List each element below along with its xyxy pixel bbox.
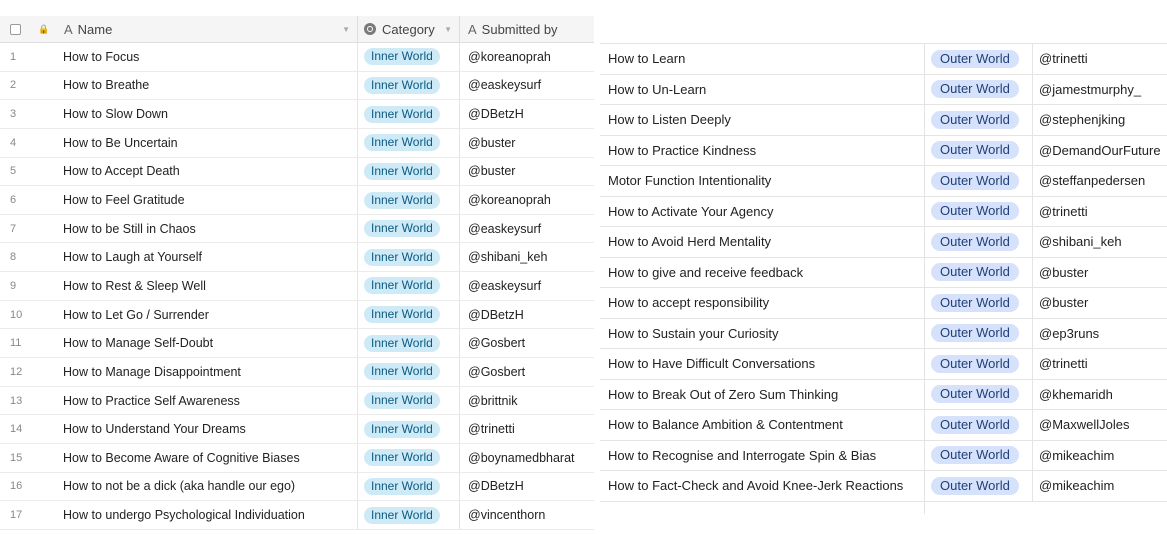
submitted-by-cell[interactable]: @easkeysurf bbox=[468, 278, 542, 293]
category-pill: Outer World bbox=[931, 172, 1019, 190]
submitted-by-cell[interactable]: @khemaridh bbox=[1039, 386, 1113, 402]
row-number: 9 bbox=[10, 279, 17, 292]
row-number: 10 bbox=[10, 308, 23, 321]
table-row[interactable] bbox=[0, 43, 594, 72]
category-cell[interactable] bbox=[925, 105, 1033, 135]
category-cell[interactable] bbox=[358, 129, 460, 157]
category-cell[interactable] bbox=[925, 471, 1033, 501]
submitted-by-cell[interactable]: @Gosbert bbox=[468, 336, 526, 351]
category-cell[interactable] bbox=[925, 319, 1033, 349]
table-header bbox=[0, 16, 594, 43]
submitted-by-cell[interactable]: @buster bbox=[468, 135, 516, 150]
submitted-by-cell[interactable]: @buster bbox=[1039, 264, 1089, 280]
category-cell[interactable] bbox=[925, 410, 1033, 440]
row-number: 14 bbox=[10, 423, 23, 436]
name-cell[interactable]: How to Sustain your Curiosity bbox=[600, 319, 925, 349]
category-pill: Inner World bbox=[364, 134, 440, 151]
table-row[interactable] bbox=[600, 105, 1167, 136]
table-row[interactable] bbox=[600, 471, 1167, 502]
name-cell[interactable]: How to Balance Ambition & Contentment bbox=[600, 410, 925, 440]
submitted-by-cell[interactable]: @buster bbox=[468, 164, 516, 179]
row-number: 8 bbox=[10, 251, 17, 264]
category-pill: Inner World bbox=[364, 163, 440, 180]
name-cell[interactable]: How to Rest & Sleep Well bbox=[58, 272, 358, 300]
category-cell[interactable] bbox=[358, 43, 460, 71]
category-pill: Inner World bbox=[364, 421, 440, 438]
row-number: 7 bbox=[10, 222, 17, 235]
name-cell[interactable]: How to Become Aware of Cognitive Biases bbox=[58, 444, 358, 472]
name-cell[interactable]: How to be Still in Chaos bbox=[58, 215, 358, 243]
row-number: 5 bbox=[10, 165, 17, 178]
category-pill: Outer World bbox=[931, 385, 1019, 403]
submitted-by-cell[interactable]: @trinetti bbox=[468, 422, 515, 437]
lock-icon: 🔒 bbox=[38, 23, 50, 34]
category-pill: Outer World bbox=[931, 477, 1019, 495]
row-number: 1 bbox=[10, 50, 17, 63]
table-row[interactable] bbox=[600, 288, 1167, 319]
category-cell[interactable] bbox=[925, 380, 1033, 410]
table-row[interactable] bbox=[0, 301, 594, 330]
table-row[interactable] bbox=[0, 72, 594, 101]
category-pill: Outer World bbox=[931, 324, 1019, 342]
submitted-by-cell[interactable]: @trinetti bbox=[1039, 203, 1088, 219]
column-header-label: Name bbox=[77, 21, 113, 37]
text-field-icon: A bbox=[64, 21, 73, 37]
table-row[interactable] bbox=[0, 415, 594, 444]
select-all-checkbox[interactable] bbox=[10, 24, 21, 35]
table-row[interactable] bbox=[0, 358, 594, 387]
table-row[interactable] bbox=[0, 186, 594, 215]
column-header-name[interactable] bbox=[58, 16, 358, 42]
submitted-by-cell[interactable]: @shibani_keh bbox=[468, 250, 548, 265]
table-row[interactable] bbox=[0, 473, 594, 502]
name-cell[interactable]: How to Recognise and Interrogate Spin & Bias bbox=[600, 441, 925, 471]
table-row[interactable] bbox=[0, 215, 594, 244]
category-pill: Outer World bbox=[931, 263, 1019, 281]
category-cell[interactable] bbox=[358, 186, 460, 214]
category-cell[interactable] bbox=[925, 166, 1033, 196]
submitted-by-cell[interactable]: @mikeachim bbox=[1039, 478, 1115, 494]
chevron-down-icon[interactable]: ▼ bbox=[444, 24, 452, 34]
table-row[interactable] bbox=[0, 272, 594, 301]
submitted-by-cell[interactable]: @koreanoprah bbox=[468, 193, 551, 208]
submitted-by-cell[interactable]: @koreanoprah bbox=[468, 49, 551, 64]
category-cell[interactable] bbox=[358, 301, 460, 329]
category-cell[interactable] bbox=[925, 441, 1033, 471]
submitted-by-cell[interactable]: @DemandOurFuture bbox=[1039, 142, 1161, 158]
row-number: 12 bbox=[10, 365, 23, 378]
table-row[interactable] bbox=[0, 129, 594, 158]
row-number: 11 bbox=[10, 337, 22, 350]
category-cell[interactable] bbox=[358, 272, 460, 300]
category-pill: Inner World bbox=[364, 106, 440, 123]
name-cell[interactable]: How to Activate Your Agency bbox=[600, 197, 925, 227]
category-pill: Inner World bbox=[364, 306, 440, 323]
name-cell[interactable]: Motor Function Intentionality bbox=[600, 166, 925, 196]
submitted-by-cell[interactable]: @Gosbert bbox=[468, 364, 526, 379]
category-cell[interactable] bbox=[925, 258, 1033, 288]
name-cell[interactable]: How to Breathe bbox=[58, 72, 358, 100]
column-header-label: Category bbox=[382, 21, 435, 37]
category-cell[interactable] bbox=[925, 197, 1033, 227]
category-pill: Outer World bbox=[931, 233, 1019, 251]
category-cell[interactable] bbox=[358, 358, 460, 386]
submitted-by-cell[interactable]: @easkeysurf bbox=[468, 78, 542, 93]
category-pill: Inner World bbox=[364, 507, 440, 524]
name-cell[interactable]: How to give and receive feedback bbox=[600, 258, 925, 288]
category-pill: Outer World bbox=[931, 416, 1019, 434]
category-pill: Inner World bbox=[364, 192, 440, 209]
category-cell[interactable] bbox=[358, 473, 460, 501]
column-header-category[interactable] bbox=[358, 16, 460, 42]
category-pill: Outer World bbox=[931, 141, 1019, 159]
name-cell[interactable]: How to Laugh at Yourself bbox=[58, 243, 358, 271]
row-number: 2 bbox=[10, 79, 17, 92]
name-cell[interactable]: How to Avoid Herd Mentality bbox=[600, 227, 925, 257]
row-number: 6 bbox=[10, 194, 17, 207]
table-row[interactable] bbox=[600, 197, 1167, 228]
table-row[interactable] bbox=[0, 329, 594, 358]
submitted-by-cell[interactable]: @vincenthorn bbox=[468, 508, 546, 523]
submitted-by-cell[interactable]: @DBetzH bbox=[468, 107, 524, 122]
category-cell[interactable] bbox=[358, 415, 460, 443]
submitted-by-cell[interactable]: @mikeachim bbox=[1039, 447, 1115, 463]
table-footer bbox=[600, 502, 1167, 514]
category-cell[interactable] bbox=[358, 215, 460, 243]
name-cell[interactable]: How to Manage Self-Doubt bbox=[58, 329, 358, 357]
text-field-icon: A bbox=[468, 21, 477, 37]
category-pill: Outer World bbox=[931, 80, 1019, 98]
category-pill: Outer World bbox=[931, 355, 1019, 373]
name-cell[interactable]: How to accept responsibility bbox=[600, 288, 925, 318]
row-number: 13 bbox=[10, 394, 23, 407]
name-cell[interactable]: How to Manage Disappointment bbox=[58, 358, 358, 386]
submitted-by-cell[interactable]: @stephenjking bbox=[1039, 112, 1126, 128]
submitted-by-cell[interactable]: @easkeysurf bbox=[468, 221, 542, 236]
table-body bbox=[0, 43, 594, 530]
column-header-label: Submitted by bbox=[481, 21, 558, 37]
submitted-by-cell[interactable]: @MaxwellJoles bbox=[1039, 417, 1130, 433]
table-body bbox=[600, 44, 1167, 502]
submitted-by-cell[interactable]: @jamestmurphy_ bbox=[1039, 81, 1142, 97]
submitted-by-cell[interactable]: @boynamedbharat bbox=[468, 450, 575, 465]
name-cell[interactable]: How to Accept Death bbox=[58, 158, 358, 186]
table-row[interactable] bbox=[600, 441, 1167, 472]
row-number: 3 bbox=[10, 108, 17, 121]
submitted-by-cell[interactable]: @trinetti bbox=[1039, 356, 1088, 372]
table-row[interactable] bbox=[600, 410, 1167, 441]
category-cell[interactable] bbox=[358, 387, 460, 415]
category-pill: Inner World bbox=[364, 335, 440, 352]
category-pill: Inner World bbox=[364, 449, 440, 466]
single-select-icon bbox=[364, 23, 376, 35]
table-row[interactable] bbox=[600, 319, 1167, 350]
submitted-by-cell[interactable]: @trinetti bbox=[1039, 51, 1088, 67]
category-pill: Inner World bbox=[364, 77, 440, 94]
category-pill: Outer World bbox=[931, 111, 1019, 129]
category-pill: Inner World bbox=[364, 478, 440, 495]
select-all-cell[interactable] bbox=[0, 24, 30, 35]
table-row[interactable] bbox=[600, 258, 1167, 289]
category-cell[interactable] bbox=[925, 288, 1033, 318]
table-row[interactable] bbox=[0, 501, 594, 530]
name-cell[interactable]: How to Feel Gratitude bbox=[58, 186, 358, 214]
category-cell[interactable] bbox=[358, 100, 460, 128]
name-cell[interactable]: How to undergo Psychological Individuation bbox=[58, 501, 358, 529]
name-cell[interactable]: How to Practice Self Awareness bbox=[58, 387, 358, 415]
category-cell[interactable] bbox=[358, 243, 460, 271]
submitted-by-cell[interactable]: @DBetzH bbox=[468, 479, 524, 494]
category-pill: Outer World bbox=[931, 50, 1019, 68]
submitted-by-cell[interactable]: @ep3runs bbox=[1039, 325, 1100, 341]
category-pill: Outer World bbox=[931, 446, 1019, 464]
table-row[interactable] bbox=[600, 380, 1167, 411]
category-cell[interactable] bbox=[358, 158, 460, 186]
submitted-by-cell[interactable]: @DBetzH bbox=[468, 307, 524, 322]
name-cell[interactable]: How to Focus bbox=[58, 43, 358, 71]
submitted-by-cell[interactable]: @shibani_keh bbox=[1039, 234, 1122, 250]
category-cell[interactable] bbox=[925, 75, 1033, 105]
table-row[interactable] bbox=[600, 166, 1167, 197]
table-row[interactable] bbox=[600, 349, 1167, 380]
submitted-by-cell[interactable]: @brittnik bbox=[468, 393, 518, 408]
table-row[interactable] bbox=[0, 387, 594, 416]
chevron-down-icon[interactable]: ▼ bbox=[342, 24, 350, 34]
name-cell[interactable]: How to Un-Learn bbox=[600, 75, 925, 105]
name-cell[interactable]: How to Slow Down bbox=[58, 100, 358, 128]
column-header-submitted-by[interactable] bbox=[460, 16, 594, 42]
name-cell[interactable]: How to not be a dick (aka handle our ego) bbox=[58, 473, 358, 501]
table-row[interactable] bbox=[600, 44, 1167, 75]
submitted-by-cell[interactable]: @buster bbox=[1039, 295, 1089, 311]
category-pill: Outer World bbox=[931, 202, 1019, 220]
row-number: 16 bbox=[10, 480, 23, 493]
name-cell[interactable]: How to Break Out of Zero Sum Thinking bbox=[600, 380, 925, 410]
table-row[interactable] bbox=[600, 136, 1167, 167]
category-pill: Inner World bbox=[364, 277, 440, 294]
category-pill: Inner World bbox=[364, 363, 440, 380]
table-row[interactable] bbox=[0, 444, 594, 473]
table-row[interactable] bbox=[600, 75, 1167, 106]
category-cell[interactable] bbox=[925, 44, 1033, 74]
row-number: 4 bbox=[10, 136, 17, 149]
category-pill: Outer World bbox=[931, 294, 1019, 312]
table-row[interactable] bbox=[600, 227, 1167, 258]
name-cell[interactable]: How to Practice Kindness bbox=[600, 136, 925, 166]
category-pill: Inner World bbox=[364, 392, 440, 409]
category-pill: Inner World bbox=[364, 48, 440, 65]
category-cell[interactable] bbox=[358, 501, 460, 529]
outer-world-table bbox=[600, 43, 1167, 514]
name-cell[interactable]: How to Learn bbox=[600, 44, 925, 74]
category-cell[interactable] bbox=[925, 349, 1033, 379]
name-cell[interactable]: How to Let Go / Surrender bbox=[58, 301, 358, 329]
category-pill: Inner World bbox=[364, 220, 440, 237]
category-pill: Inner World bbox=[364, 249, 440, 266]
name-cell[interactable]: How to Fact-Check and Avoid Knee-Jerk Reactions bbox=[600, 471, 925, 501]
category-cell[interactable] bbox=[925, 227, 1033, 257]
row-number: 17 bbox=[10, 509, 23, 522]
category-cell[interactable] bbox=[925, 136, 1033, 166]
name-cell[interactable]: How to Have Difficult Conversations bbox=[600, 349, 925, 379]
name-cell[interactable]: How to Be Uncertain bbox=[58, 129, 358, 157]
name-cell[interactable]: How to Listen Deeply bbox=[600, 105, 925, 135]
inner-world-table bbox=[0, 16, 594, 530]
category-cell[interactable] bbox=[358, 72, 460, 100]
table-row[interactable] bbox=[0, 158, 594, 187]
row-number: 15 bbox=[10, 451, 23, 464]
name-cell[interactable]: How to Understand Your Dreams bbox=[58, 415, 358, 443]
category-cell[interactable] bbox=[358, 329, 460, 357]
table-row[interactable] bbox=[0, 100, 594, 129]
submitted-by-cell[interactable]: @steffanpedersen bbox=[1039, 173, 1146, 189]
category-cell[interactable] bbox=[358, 444, 460, 472]
table-row[interactable] bbox=[0, 243, 594, 272]
